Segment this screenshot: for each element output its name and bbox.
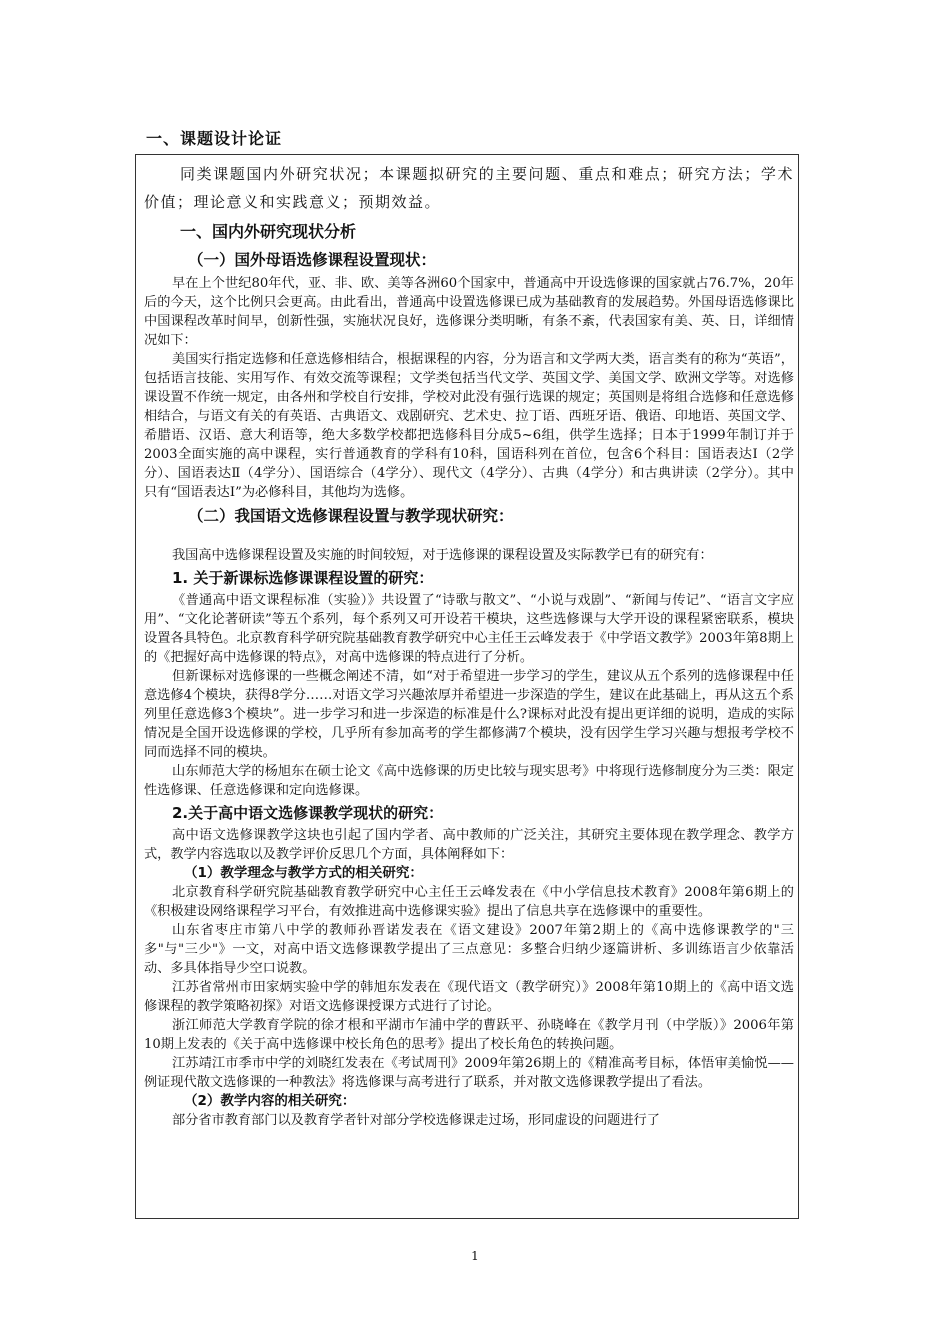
paragraph: 美国实行指定选修和任意选修相结合，根据课程的内容，分为语言和文学两大类，语言类有的称为“英语”，包括语言技能、实用写作、有效交流等课程；文学类包括当代文学、英国文学、美国文学、欧洲文学等。对选修课设置不作统一规定，由各州和学校自行安排，学校对此没有强行选课的规定；英国则是将组合选修和任意选修相结合，与语文有关的有英语、古典语文、戏剧研究、艺术史、拉丁语、西班牙语、俄语、印地语、英国文学、希腊语、汉语、意大利语等，绝大多数学校都把选修科目分成5~6组，供学生选择；日本于1999年制订并于2003全面实施的高中课程，实行普通教育的学科有10科，国语科列在首位，包含6个科目：国语表达Ⅰ（2学分）、国语表达Ⅱ（4学分）、国语综合（4学分）、现代文（4学分）、古典（4学分）和古典讲读（2学分）。其中只有“国语表达Ⅰ”为必修科目，其他均为选修。 [144,352,794,500]
sub-item-title-a: （1）教学理念与教学方式的相关研究： [184,865,423,881]
paragraph: 江苏省常州市田家炳实验中学的韩旭东发表在《现代语文（教学研究）》2008年第10期上的《高中语文选修课程的教学策略初探》对语文选修课授课方式进行了讨论。 [144,980,794,1014]
paragraph: 早在上个世纪80年代，亚、非、欧、美等各洲60个国家中，普通高中开设选修课的国家就占76.7%，20年后的今天，这个比例只会更高。由此看出，普通高中设置选修课已成为基础教育的发展趋势。外国母语选修课比中国课程改革时间早，创新性强，实施状况良好，选修课分类明晰，有条不紊，代表国家有美、英、日，详细情况如下： [144,276,794,348]
paragraph: 部分省市教育部门以及教育学者针对部分学校选修课走过场，形同虚设的问题进行了 [172,1113,660,1128]
paragraph: 江苏靖江市季市中学的刘晓红发表在《考试周刊》2009年第26期上的《精准高考目标，体悟审美愉悦——例证现代散文选修课的一种教法》将选修课与高考进行了联系，并对散文选修课教学提出了看法。 [144,1056,794,1090]
intro-prompt: 同类课题国内外研究状况；本课题拟研究的主要问题、重点和难点；研究方法；学术价值；理论意义和实践意义；预期效益。 [144,165,794,211]
document-body [144,160,794,1130]
paragraph: 山东省枣庄市第八中学的教师孙晋诺发表在《语文建设》2007年第2期上的《高中选修课教学的"三多"与"三少"》一文，对高中语文选修课教学提出了三点意见：多整合归纳少逐篇讲析、多训练语言少依靠活动、多具体指导少空口说教。 [144,923,794,976]
paragraph: 北京教育科学研究院基础教育教学研究中心主任王云峰发表在《中小学信息技术教育》2008年第6期上的《积极建设网络课程学习平台，有效推进高中选修课实验》提出了信息共享在选修课中的重要性。 [144,885,794,919]
paragraph: 但新课标对选修课的一些概念阐述不清，如“对于希望进一步学习的学生，建议从五个系列的选修课程中任意选修4个模块，获得8学分……对语文学习兴趣浓厚并希望进一步深造的学生，建议在此基础上，再从这五个系列里任意选修3个模块”。进一步学习和进一步深造的标准是什么?课标对此没有提出更详细的说明，造成的实际情况是全国开设选修课的学校，几乎所有参加高考的学生都修满7个模块，没有因学生学习兴趣与想报考学校不同而选择不同的模块。 [144,669,794,760]
item-title-1: 1. 关于新课标选修课课程设置的研究： [172,569,434,587]
paragraph: 浙江师范大学教育学院的徐才根和平湖市乍浦中学的曹跃平、孙晓峰在《教学月刊（中学版）》2006年第10期上发表的《关于高中选修课中校长角色的思考》提出了校长角色的转换问题。 [144,1018,794,1052]
item-title-2: 2.关于高中语文选修课教学现状的研究： [172,804,444,822]
paragraph: 山东师范大学的杨旭东在硕士论文《高中选修课的历史比较与现实思考》中将现行选修制度分为三类：限定性选修课、任意选修课和定向选修课。 [144,764,794,798]
paragraph: 《普通高中语文课程标准（实验）》共设置了“诗歌与散文”、“小说与戏剧”、“新闻与传记”、“语言文字应用”、“文化论著研读”等五个系列，每个系列又可开设若干模块，这些选修课与大学开设的课程紧密联系，模块设置各具特色。北京教育科学研究院基础教育教学研究中心主任王云峰发表于《中学语文教学》2003年第8期上的《把握好高中选修课的特点》，对高中选修课的特点进行了分析。 [144,593,794,665]
page-number: 1 [471,1249,479,1263]
paragraph: 高中语文选修课教学这块也引起了国内学者、高中教师的广泛关注，其研究主要体现在教学理念、教学方式，教学内容选取以及教学评价反思几个方面，具体阐释如下： [144,828,794,862]
paragraph: 我国高中选修课程设置及实施的时间较短，对于选修课的课程设置及实际教学已有的研究有： [172,548,713,563]
subsection-title-domestic: （二）我国语文选修课程设置与教学现状研究： [188,507,514,525]
subsection-title-foreign: （一）国外母语选修课程设置现状： [188,251,437,269]
section-title: 一、国内外研究现状分析 [180,222,357,241]
section-heading: 一、课题设计论证 [146,129,283,148]
sub-item-title-b: （2）教学内容的相关研究： [184,1093,356,1109]
spacer [144,530,794,546]
